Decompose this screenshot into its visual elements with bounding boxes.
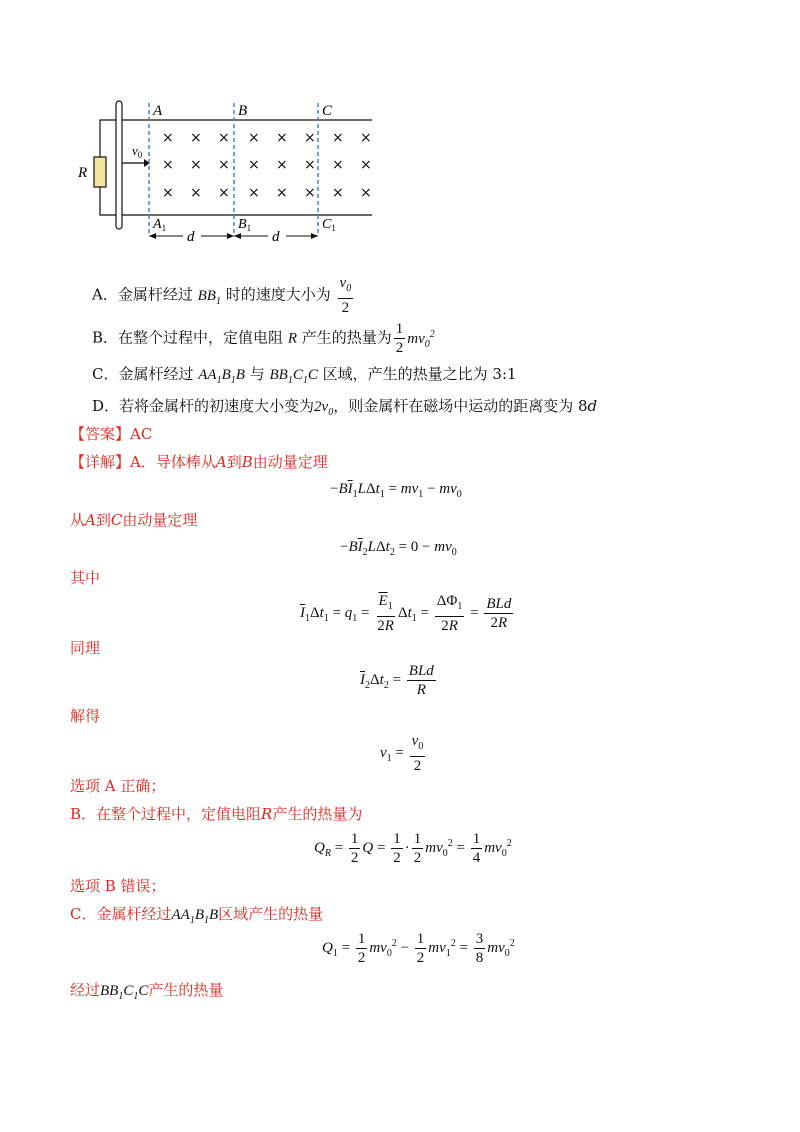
label-A: A: [153, 103, 163, 119]
answer: 【答案】AC: [70, 425, 153, 443]
field-cross: ×: [304, 157, 316, 173]
field-cross: ×: [304, 185, 316, 201]
b-wrong: 选项 B 错误；: [70, 877, 166, 895]
field-cross: ×: [162, 185, 174, 201]
label-C1: $C_1$: [322, 217, 336, 233]
field-cross: ×: [332, 185, 344, 201]
equation-1: $-B\overline{I}_1L\Delta t_1 = mv_1 - mv_0$: [330, 481, 462, 500]
field-cross: ×: [248, 185, 260, 201]
field-cross: ×: [248, 130, 260, 146]
magnetic-field: [162, 130, 372, 201]
label-v0: $v_0$: [132, 143, 143, 160]
label-A1: $A_1$: [153, 217, 167, 233]
tongli: 同理: [70, 639, 101, 657]
field-cross: ×: [190, 157, 202, 173]
metal-rod: [116, 101, 122, 229]
option-D: D．若将金属杆的初速度大小变为$2v_0$，则金属杆在磁场中运动的距离变为 8d: [92, 397, 598, 418]
equation-6: $Q_R$ = $\frac{1}{2}$ Q = $\frac{1}{2}$ · $\frac{1}{2}$ $mv_0^2$ = $\frac{1}{4}$ $mv_0^2$: [314, 831, 512, 866]
circuit-diagram: [70, 95, 390, 255]
option-A: A．金属杆经过 $BB_1$ 时的速度大小为 $\frac{v_0}{2}$: [92, 275, 352, 316]
label-R: R: [78, 165, 88, 181]
field-cross: ×: [360, 157, 372, 173]
label-B1: $B_1$: [238, 217, 252, 233]
equation-5: $v_1$ = $\frac{v_0}{2}$: [380, 733, 424, 774]
field-cross: ×: [218, 157, 230, 173]
field-cross: ×: [218, 130, 230, 146]
field-cross: ×: [190, 185, 202, 201]
field-cross: ×: [276, 130, 288, 146]
option-C: C．金属杆经过 $AA_1B_1B$ 与 $BB_1C_1C$ 区域，产生的热量之比为 3:1: [92, 365, 517, 386]
field-cross: ×: [332, 130, 344, 146]
field-cross: ×: [332, 157, 344, 173]
equation-2: $-B\overline{I}_2L\Delta t_2 = 0 - mv_0$: [340, 539, 457, 558]
field-cross: ×: [360, 185, 372, 201]
equation-4: $\overline{I}_2\Delta t_2$ = $\frac{\text{BLd}}{R}$: [360, 663, 434, 698]
field-cross: ×: [276, 157, 288, 173]
field-cross: ×: [276, 185, 288, 201]
field-cross: ×: [162, 157, 174, 173]
field-cross: ×: [190, 130, 202, 146]
solution-lead: 【详解】A．导体棒从A到B由动量定理: [70, 453, 328, 471]
qizhong: 其中: [70, 569, 101, 587]
equation-7: $Q_1$ = $\frac{1}{2}$ $mv_0^2$ − $\frac{1}{2}$ $mv_1^2$ = $\frac{3}{8}$ $mv_0^2$: [322, 931, 515, 966]
resistor: [94, 157, 106, 187]
a-correct: 选项 A 正确；: [70, 777, 166, 795]
equation-3: $\overline{I}_1\Delta t_1 = q_1$ = $\frac{\overline{E}_1}{2R}$ $\Delta t_1$ = $\frac{\Delta\Phi_1}{2R}$ = $\frac{\text{BLd}}{2R}$: [300, 593, 512, 634]
jiede: 解得: [70, 707, 101, 725]
b-lead: B．在整个过程中，定值电阻R产生的热量为: [70, 805, 363, 823]
label-C: C: [322, 103, 333, 119]
diagram-svg: [70, 95, 390, 255]
field-cross: ×: [360, 130, 372, 146]
field-cross: ×: [248, 157, 260, 173]
label-d1: d: [187, 229, 195, 245]
field-cross: ×: [218, 185, 230, 201]
c-lead: C．金属杆经过$AA_1B_1B$区域产生的热量: [70, 905, 324, 926]
option-B: B．在整个过程中，定值电阻 R 产生的热量为 $\frac{1}{2}$ $mv_0^2$: [92, 321, 435, 356]
solution-line2: 从A到C由动量定理: [70, 511, 198, 529]
label-B: B: [238, 103, 248, 119]
field-cross: ×: [304, 130, 316, 146]
field-cross: ×: [162, 130, 174, 146]
last-line: 经过$BB_1C_1C$产生的热量: [70, 981, 224, 1002]
label-d2: d: [272, 229, 280, 245]
